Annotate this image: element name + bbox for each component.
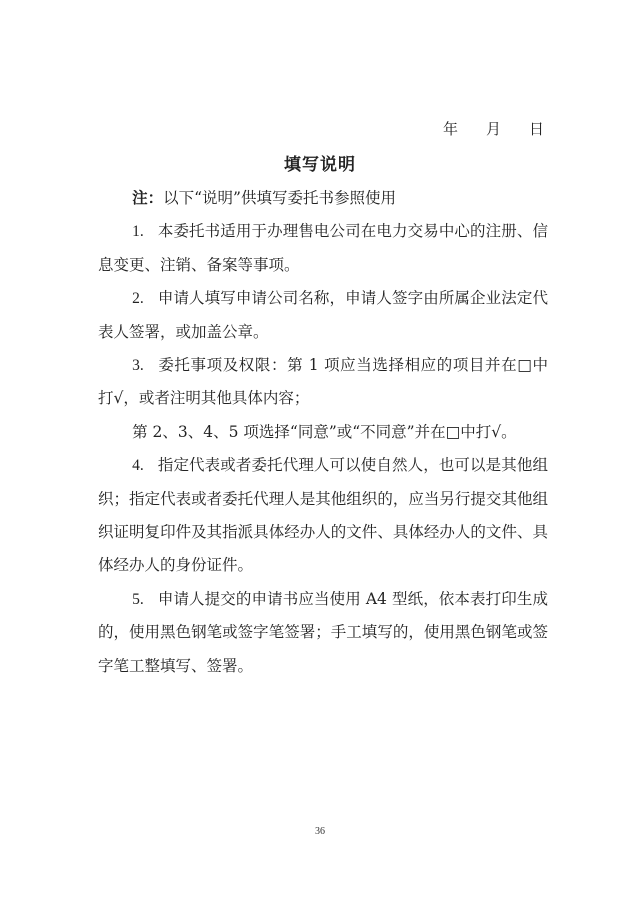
day-label: 日 [528,120,544,138]
page-number: 36 [315,826,325,837]
year-label: 年 [442,120,458,138]
item-number: 4. [132,457,144,475]
date-line [443,118,544,139]
instruction-item-5 [98,583,548,683]
item-number: 2. [132,290,144,308]
item-text: 委托事项及权限：第 1 项应当选择相应的项目并在□中打√，或者注明其他具体内容； [98,356,548,408]
instruction-item-4 [98,449,548,583]
instruction-item-3-continuation: 第 2、3、4、5 项选择“同意”或“不同意”并在□中打√。 [132,422,517,441]
item-text: 指定代表或者委托代理人可以使自然人，也可以是其他组织；指定代表或者委托代理人是其他组织的，应当另行提交其他组织证明复印件及其指派具体经办人的文件、具体经办人的文件、具体经办人的身份证件。 [98,456,548,575]
instructions-body [98,182,548,683]
item-text: 申请人填写申请公司名称，申请人签字由所属企业法定代表人签署，或加盖公章。 [98,289,548,341]
month-label: 月 [485,120,501,138]
instruction-item-1 [98,215,548,282]
instruction-item-2 [98,282,548,349]
instruction-item-3 [98,349,548,416]
note-paragraph [98,182,548,215]
item-number: 1. [132,223,144,241]
note-label: 注： [132,189,164,207]
item-text: 本委托书适用于办理售电公司在电力交易中心的注册、信息变更、注销、备案等事项。 [98,222,548,274]
item-text: 申请人提交的申请书应当使用 A4 型纸，依本表打印生成的，使用黑色钢笔或签字笔签署；手工填写的，使用黑色钢笔或签字笔工整填写、签署。 [98,589,548,675]
item-number: 5. [132,590,144,608]
page-title: 填写说明 [284,155,356,175]
note-text: 以下“说明”供填写委托书参照使用 [163,189,396,207]
item-number: 3. [132,357,144,375]
